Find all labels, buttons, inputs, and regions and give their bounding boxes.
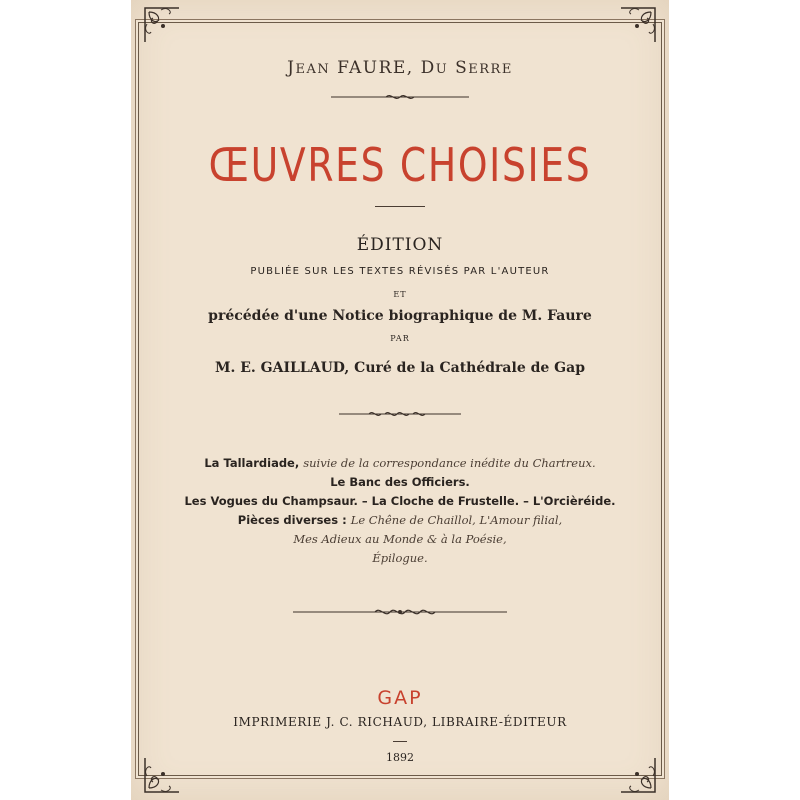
author-line: JEAN FAURE, DU SERRE [287, 58, 513, 78]
author-first-rest: EAN [295, 62, 331, 77]
work-subtitle-correspondance: suivie de la correspondance inédite du Chartreux. [303, 456, 596, 470]
ornamental-divider-icon [339, 409, 461, 419]
works-line-2 [131, 475, 669, 489]
conjunction-et: ET [393, 290, 407, 299]
preceded-line: précédée d'une Notice biographique de M. Faure [208, 308, 592, 324]
ornamental-divider-icon [331, 92, 469, 102]
works-line-4 [131, 513, 669, 527]
work-title-pieces: Pièces diverses : [237, 513, 347, 527]
year-dash [393, 741, 407, 742]
author-suffix-initial: D [420, 58, 436, 78]
published-line: PUBLIÉE SUR LES TEXTES RÉVISÉS PAR L'AUTEUR [250, 266, 550, 277]
author-initial: J [287, 58, 296, 78]
editor-line: M. E. GAILLAUD, Curé de la Cathédrale de Gap [215, 360, 585, 376]
author-place-initial: S [455, 58, 469, 78]
author-surname: FAURE [337, 58, 407, 78]
page-border-frame [138, 22, 662, 776]
book-title: ŒUVRES CHOISIES [208, 138, 592, 192]
edition-heading: ÉDITION [356, 235, 444, 255]
publication-place: GAP [377, 687, 423, 709]
imprint-line: IMPRIMERIE J. C. RICHAUD, LIBRAIRE-ÉDITEUR [233, 715, 567, 729]
author-suffix-rest: U [435, 62, 449, 77]
corner-ornament-icon [615, 2, 661, 48]
ornamental-divider-icon [293, 606, 507, 618]
preposition-par: PAR [390, 334, 410, 343]
title-underline [375, 206, 425, 207]
works-line-3 [131, 494, 669, 508]
corner-ornament-icon [139, 2, 185, 48]
work-title-tallardiade: La Tallardiade, [204, 456, 300, 470]
work-subtitle-chene: Le Chêne de Chaillol, L'Amour filial, [350, 513, 563, 527]
work-subtitle-epilogue: Épilogue. [372, 551, 428, 565]
title-page [131, 0, 669, 800]
works-line-6 [131, 551, 669, 565]
author-place-rest: ERRE [468, 62, 513, 77]
publication-year: 1892 [386, 751, 414, 764]
work-subtitle-adieux: Mes Adieux au Monde & à la Poésie, [293, 532, 507, 546]
works-line-5 [131, 532, 669, 546]
works-line-1 [131, 456, 669, 470]
work-titles-vogues: Les Vogues du Champsaur. – La Cloche de Frustelle. – L'Orcièréide. [184, 494, 616, 508]
work-title-banc: Le Banc des Officiers. [330, 475, 470, 489]
